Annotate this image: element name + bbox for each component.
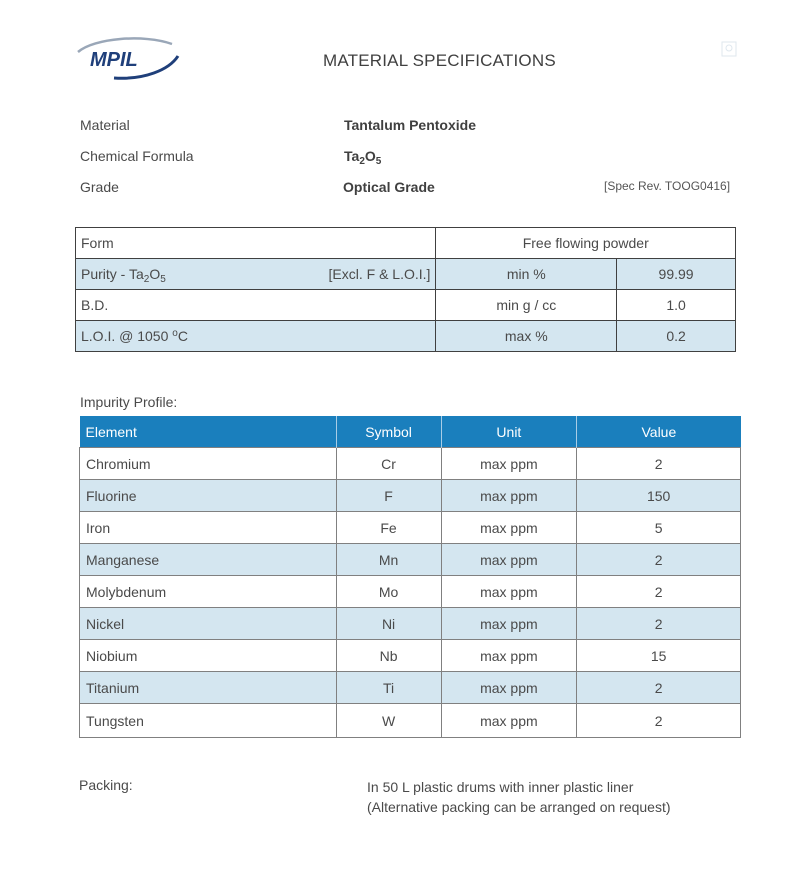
header-element: Element bbox=[80, 416, 337, 448]
table-row bbox=[80, 448, 741, 480]
element-cell: Manganese bbox=[80, 544, 337, 576]
impurity-table bbox=[79, 416, 741, 738]
unit-cell: max ppm bbox=[441, 544, 577, 576]
document-icon bbox=[720, 40, 738, 58]
value-cell: 2 bbox=[577, 576, 741, 608]
spec-row-loi bbox=[76, 321, 736, 352]
packing-details bbox=[367, 777, 671, 817]
table-row bbox=[80, 576, 741, 608]
symbol-cell: Ni bbox=[336, 608, 441, 640]
symbol-cell: Cr bbox=[336, 448, 441, 480]
header-value: Value bbox=[577, 416, 741, 448]
value-cell: 2 bbox=[577, 448, 741, 480]
packing-label: Packing: bbox=[79, 777, 133, 793]
element-cell: Fluorine bbox=[80, 480, 337, 512]
unit-cell: max ppm bbox=[441, 512, 577, 544]
table-row bbox=[80, 544, 741, 576]
element-cell: Molybdenum bbox=[80, 576, 337, 608]
table-row bbox=[80, 480, 741, 512]
table-row bbox=[80, 512, 741, 544]
spec-row-purity bbox=[76, 259, 736, 290]
form-label: Form bbox=[76, 228, 436, 259]
value-cell: 150 bbox=[577, 480, 741, 512]
impurity-heading: Impurity Profile: bbox=[80, 394, 178, 410]
loi-label: L.O.I. @ 1050 $^o$C bbox=[76, 321, 436, 352]
page-title: MATERIAL SPECIFICATIONS bbox=[323, 51, 556, 70]
symbol-cell: W bbox=[336, 704, 441, 738]
table-row bbox=[80, 608, 741, 640]
element-cell: Tungsten bbox=[80, 704, 337, 738]
element-cell: Chromium bbox=[80, 448, 337, 480]
value-cell: 2 bbox=[577, 544, 741, 576]
table-row bbox=[80, 704, 741, 738]
spec-row-bd bbox=[76, 290, 736, 321]
symbol-cell: F bbox=[336, 480, 441, 512]
purity-label: Purity - $Ta_2O_5$ [Excl. F & L.O.I.] bbox=[76, 259, 436, 290]
loi-unit: max % bbox=[436, 321, 617, 352]
purity-note: [Excl. F & L.O.I.] bbox=[328, 266, 431, 282]
mpil-logo bbox=[74, 34, 180, 82]
symbol-cell: Ti bbox=[336, 672, 441, 704]
chemical-formula: $Ta_2O_5$ bbox=[344, 148, 382, 167]
spec-revision: [Spec Rev. TOOG0416] bbox=[604, 179, 731, 193]
value-cell: 5 bbox=[577, 512, 741, 544]
element-cell: Nickel bbox=[80, 608, 337, 640]
symbol-cell: Fe bbox=[336, 512, 441, 544]
element-cell: Titanium bbox=[80, 672, 337, 704]
unit-cell: max ppm bbox=[441, 576, 577, 608]
spec-table bbox=[75, 227, 736, 352]
symbol-cell: Nb bbox=[336, 640, 441, 672]
unit-cell: max ppm bbox=[441, 640, 577, 672]
bd-label: B.D. bbox=[76, 290, 436, 321]
symbol-cell: Mn bbox=[336, 544, 441, 576]
material-value: Tantalum Pentoxide bbox=[344, 117, 476, 133]
value-cell: 2 bbox=[577, 608, 741, 640]
logo-text: MPIL bbox=[90, 49, 138, 71]
spec-row-form bbox=[76, 228, 736, 259]
purity-value: 99.99 bbox=[617, 259, 736, 290]
purity-unit: min % bbox=[436, 259, 617, 290]
value-cell: 15 bbox=[577, 640, 741, 672]
bd-value: 1.0 bbox=[617, 290, 736, 321]
table-row bbox=[80, 640, 741, 672]
unit-cell: max ppm bbox=[441, 608, 577, 640]
unit-cell: max ppm bbox=[441, 448, 577, 480]
grade-value: Optical Grade bbox=[343, 179, 435, 195]
material-label: Material bbox=[80, 117, 130, 133]
value-cell: 2 bbox=[577, 704, 741, 738]
formula-label: Chemical Formula bbox=[80, 148, 194, 164]
unit-cell: max ppm bbox=[441, 480, 577, 512]
header-unit: Unit bbox=[441, 416, 577, 448]
symbol-cell: Mo bbox=[336, 576, 441, 608]
form-value: Free flowing powder bbox=[436, 228, 736, 259]
element-cell: Iron bbox=[80, 512, 337, 544]
table-row bbox=[80, 672, 741, 704]
unit-cell: max ppm bbox=[441, 672, 577, 704]
packing-line-2: (Alternative packing can be arranged on request) bbox=[367, 799, 671, 815]
packing-line-1: In 50 L plastic drums with inner plastic liner bbox=[367, 779, 634, 795]
element-cell: Niobium bbox=[80, 640, 337, 672]
impurity-header-row bbox=[80, 416, 741, 448]
unit-cell: max ppm bbox=[441, 704, 577, 738]
bd-unit: min g / cc bbox=[436, 290, 617, 321]
loi-value: 0.2 bbox=[617, 321, 736, 352]
header-symbol: Symbol bbox=[336, 416, 441, 448]
value-cell: 2 bbox=[577, 672, 741, 704]
grade-label: Grade bbox=[80, 179, 119, 195]
